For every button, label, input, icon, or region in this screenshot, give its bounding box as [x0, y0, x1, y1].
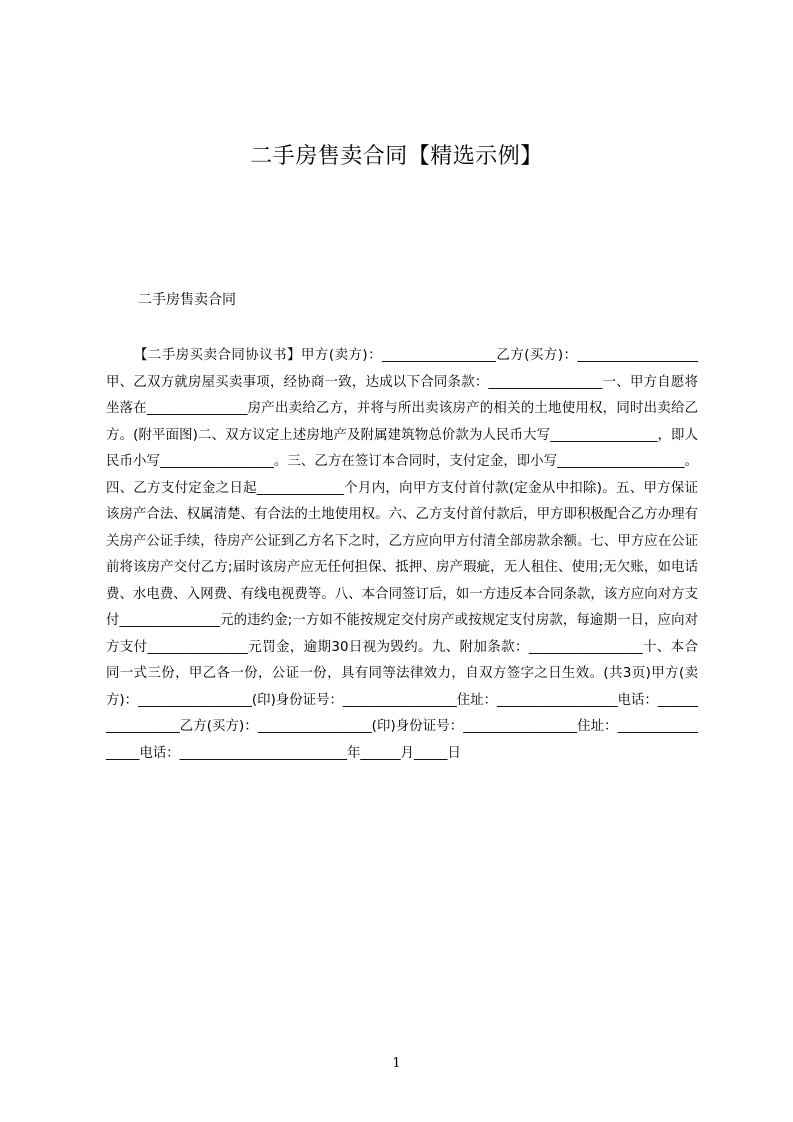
page-number: 1 [392, 1056, 401, 1071]
document-subtitle: 二手房售卖合同 [138, 292, 236, 308]
document-body-paragraph: 【二手房买卖合同协议书】甲方(卖方)：_________________乙方(买方)：__________________甲、乙双方就房屋买卖事项，经协商一致，达成以下合同条款：_________________一、甲方自愿将坐落在_______________房产出卖给乙方，并将与所出卖该房产的相关的土地使用权，同时出卖给乙方。(附平面图)二、双方议定上述房地产及附属建筑物总价款为人民币大写________________，即人民币小写_________________。三、乙方在签订本合同时，支付定金，即小写___________________。四、乙方支付定金之日起_____________个月内，向甲方支付首付款(定金从中扣除)。五、甲方保证该房产合法、权属清楚、有合法的土地使用权。六、乙方支付首付款后，甲方即积极配合乙方办理有关房产公证手续，待房产公证到乙方名下之时，乙方应向甲方付清全部房款余额。七、甲方应在公证前将该房产交付乙方;届时该房产应无任何担保、抵押、房产瑕疵，无人租住、使用;无欠账，如电话费、水电费、入网费、有线电视费等。八、本合同签订后，如一方违反本合同条款，该方应向对方支付_______________元的违约金;一方如不能按规定交付房产或按规定支付房款，每逾期一日，应向对方支付_______________元罚金，逾期30日视为毁约。九、附加条款：_________________十、本合同一式三份，甲乙各一份，公证一份，具有同等法律效力，自双方签字之日生效。(共3页)甲方(卖方)：_________________(印)身份证号：_________________住址：__________________电话：_________________乙方(买方)：_________________(印)身份证号：_________________住址：_________________电话：_________________________年______月_____日 [106, 348, 698, 761]
document-title: 二手房售卖合同【精选示例】 [250, 144, 543, 169]
